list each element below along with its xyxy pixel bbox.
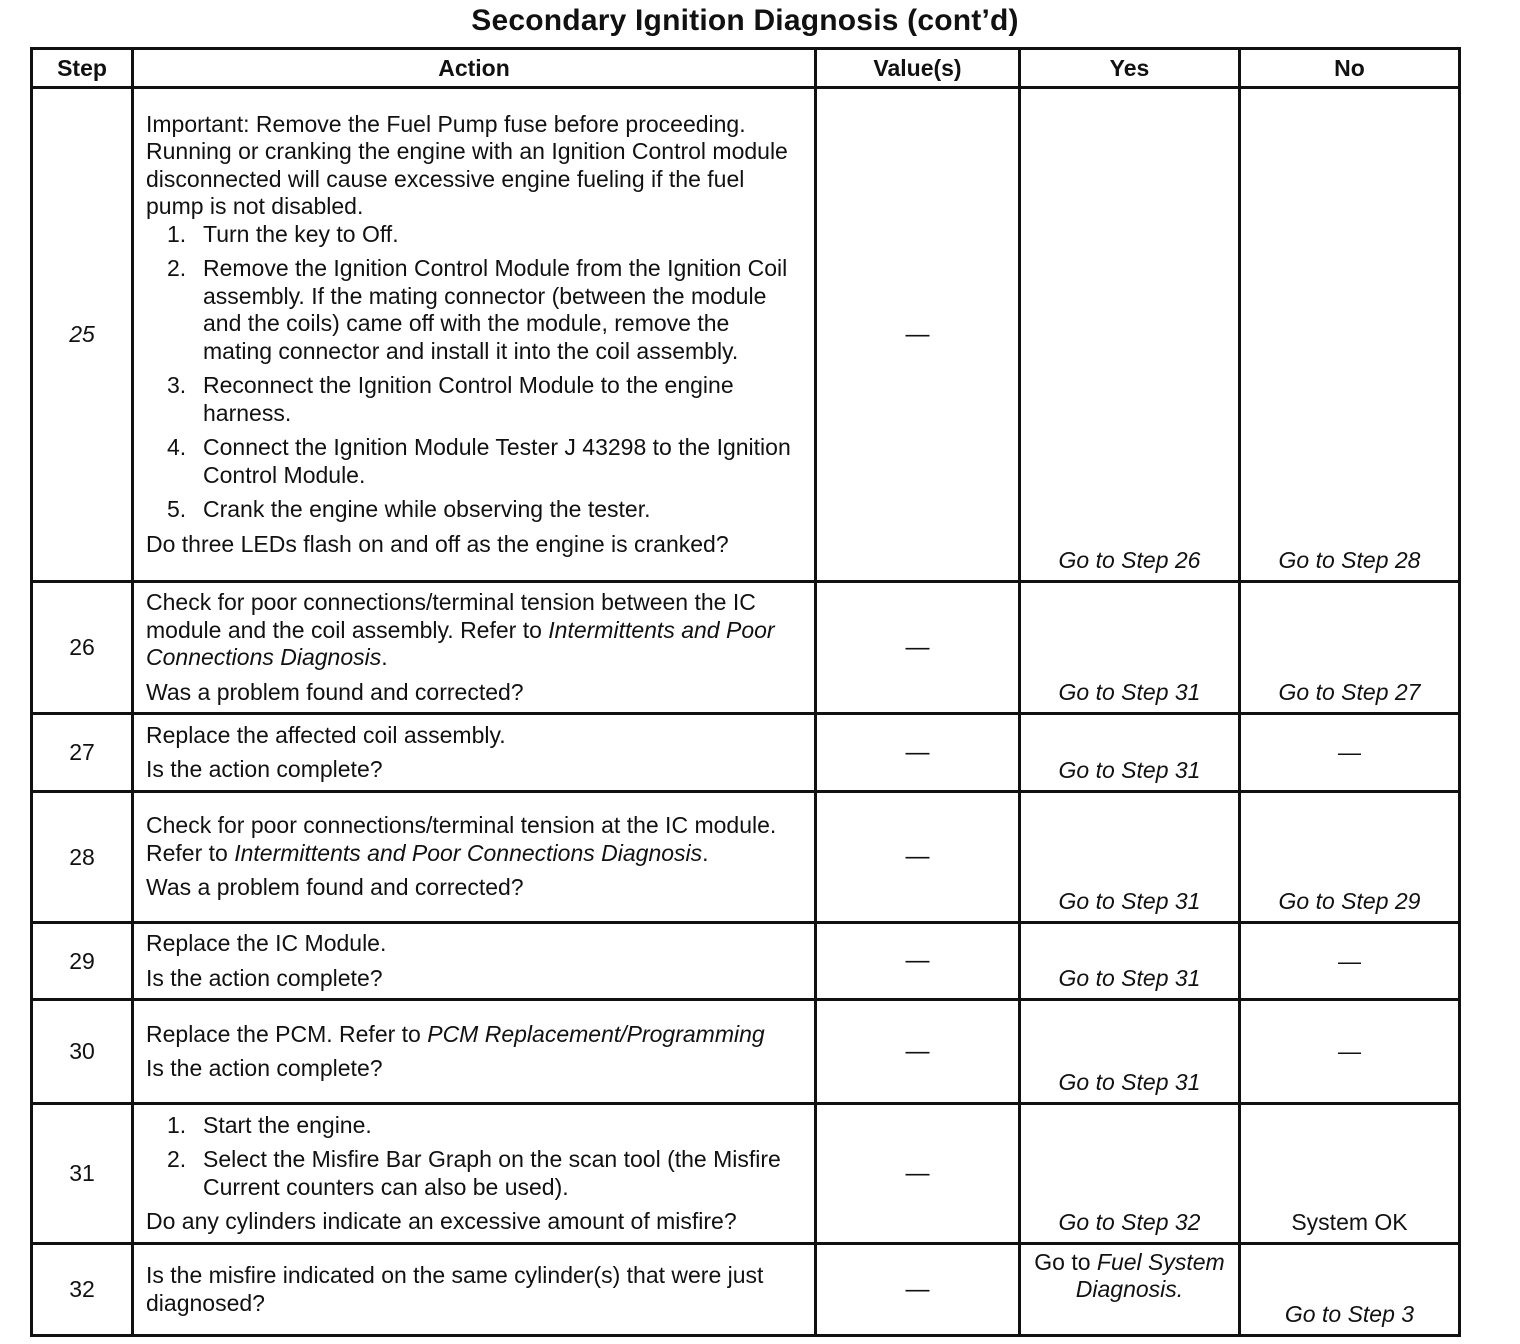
instruction-end: . bbox=[702, 839, 709, 866]
no-cell: Go to Step 3 bbox=[1240, 1244, 1460, 1336]
header-row bbox=[32, 49, 1460, 88]
list-text: Start the engine. bbox=[203, 1111, 372, 1138]
yes-cell: Go to Step 31 bbox=[1020, 792, 1240, 923]
instruction: Replace the affected coil assembly. bbox=[146, 721, 506, 748]
step-number: 25 bbox=[32, 88, 133, 582]
question: Was a problem found and corrected? bbox=[146, 678, 524, 705]
procedure-list bbox=[146, 1112, 802, 1202]
list-number: 2. bbox=[167, 255, 187, 282]
list-number: 2. bbox=[167, 1146, 187, 1172]
value-cell: — bbox=[816, 1000, 1020, 1104]
value-cell: — bbox=[816, 714, 1020, 792]
question: Do any cylinders indicate an excessive amount of misfire? bbox=[146, 1208, 737, 1234]
question: Is the action complete? bbox=[146, 756, 383, 782]
list-item bbox=[146, 434, 802, 489]
no-cell: System OK bbox=[1240, 1104, 1460, 1244]
reference-link[interactable]: Intermittents and Poor Connections Diagnosis bbox=[234, 839, 703, 866]
diagnosis-table bbox=[30, 47, 1461, 1337]
list-item bbox=[146, 255, 802, 365]
action-cell bbox=[133, 714, 816, 792]
question: Was a problem found and corrected? bbox=[146, 874, 524, 901]
yes-cell: Go to Step 31 bbox=[1020, 714, 1240, 792]
yes-cell: Go to Step 31 bbox=[1020, 1000, 1240, 1104]
question: Is the action complete? bbox=[146, 964, 383, 991]
table-row bbox=[32, 714, 1460, 792]
table-row bbox=[32, 792, 1460, 923]
list-number: 5. bbox=[167, 496, 187, 523]
list-item bbox=[146, 496, 802, 524]
list-text: Reconnect the Ignition Control Module to the engine harness. bbox=[203, 372, 734, 426]
no-cell: Go to Step 28 bbox=[1240, 88, 1460, 582]
list-number: 3. bbox=[167, 372, 187, 399]
action-cell bbox=[133, 1104, 816, 1244]
table-row bbox=[32, 88, 1460, 582]
list-item bbox=[146, 372, 802, 427]
instruction-text: Check for poor connections/terminal tension between the IC module and the coil assembly. Refer to bbox=[146, 589, 756, 643]
yes-prefix: Go to bbox=[1034, 1249, 1097, 1275]
list-text: Turn the key to Off. bbox=[203, 220, 399, 247]
procedure-list bbox=[146, 221, 802, 524]
step-number: 26 bbox=[32, 582, 133, 714]
question: Do three LEDs flash on and off as the engine is cranked? bbox=[146, 530, 729, 557]
table-row bbox=[32, 1104, 1460, 1244]
list-item bbox=[146, 1112, 802, 1140]
question: Is the action complete? bbox=[146, 1055, 383, 1081]
value-cell: — bbox=[816, 582, 1020, 714]
action-cell bbox=[133, 1244, 816, 1336]
header-values: Value(s) bbox=[816, 49, 1020, 88]
instruction bbox=[146, 1021, 802, 1049]
header-action: Action bbox=[133, 49, 816, 88]
step-number: 29 bbox=[32, 923, 133, 1000]
list-item bbox=[146, 1146, 802, 1201]
list-text: Crank the engine while observing the tester. bbox=[203, 496, 651, 523]
header-no: No bbox=[1240, 49, 1460, 88]
list-text: Select the Misfire Bar Graph on the scan tool (the Misfire Current counters can also be used). bbox=[203, 1146, 781, 1200]
important-note: Important: Remove the Fuel Pump fuse before proceeding. Running or cranking the engine with an Ignition Control module disconnected will cause excessive engine fueling if the fuel pump is not disabled. bbox=[146, 110, 788, 220]
question: Is the misfire indicated on the same cylinder(s) that were just diagnosed? bbox=[146, 1262, 764, 1316]
value-cell: — bbox=[816, 923, 1020, 1000]
step-number: 28 bbox=[32, 792, 133, 923]
no-cell: — bbox=[1240, 1000, 1460, 1104]
list-text: Remove the Ignition Control Module from the Ignition Coil assembly. If the mating connector (between the module and the coils) came off with the module, remove the mating connector and install it into the coil assembly. bbox=[203, 255, 788, 364]
table-row bbox=[32, 1000, 1460, 1104]
action-cell bbox=[133, 923, 816, 1000]
yes-cell: Go to Step 32 bbox=[1020, 1104, 1240, 1244]
value-cell: — bbox=[816, 792, 1020, 923]
instruction-text: Check for poor connections/terminal tension at the IC module. Refer to bbox=[146, 812, 777, 866]
instruction bbox=[146, 812, 802, 867]
step-number: 32 bbox=[32, 1244, 133, 1336]
no-cell: Go to Step 29 bbox=[1240, 792, 1460, 923]
table-row bbox=[32, 1244, 1460, 1336]
no-cell: — bbox=[1240, 923, 1460, 1000]
yes-cell bbox=[1020, 1244, 1240, 1336]
yes-cell: Go to Step 31 bbox=[1020, 582, 1240, 714]
list-number: 1. bbox=[167, 220, 187, 247]
instruction: Replace the IC Module. bbox=[146, 930, 387, 956]
list-number: 4. bbox=[167, 434, 187, 461]
step-number: 30 bbox=[32, 1000, 133, 1104]
value-cell: — bbox=[816, 1244, 1020, 1336]
instruction bbox=[146, 589, 802, 672]
action-cell bbox=[133, 792, 816, 923]
no-cell: Go to Step 27 bbox=[1240, 582, 1460, 714]
step-number: 31 bbox=[32, 1104, 133, 1244]
value-cell: — bbox=[816, 88, 1020, 582]
reference-link[interactable]: PCM Replacement/Programming bbox=[427, 1020, 765, 1047]
header-step: Step bbox=[32, 49, 133, 88]
page-title: Secondary Ignition Diagnosis (cont’d) bbox=[471, 4, 1019, 37]
table-row bbox=[32, 582, 1460, 714]
reference-link[interactable]: Fuel System Diagnosis. bbox=[1075, 1249, 1225, 1302]
yes-cell: Go to Step 26 bbox=[1020, 88, 1240, 582]
reference-link[interactable]: Intermittents and Poor Connections Diagnosis bbox=[146, 616, 775, 670]
header-yes: Yes bbox=[1020, 49, 1240, 88]
action-cell bbox=[133, 88, 816, 582]
list-text: Connect the Ignition Module Tester J 43298 to the Ignition Control Module. bbox=[203, 434, 791, 488]
step-number: 27 bbox=[32, 714, 133, 792]
list-item bbox=[146, 221, 802, 249]
value-cell: — bbox=[816, 1104, 1020, 1244]
list-number: 1. bbox=[167, 1111, 187, 1138]
table-row bbox=[32, 923, 1460, 1000]
instruction-end: . bbox=[381, 644, 388, 670]
no-cell: — bbox=[1240, 714, 1460, 792]
action-cell bbox=[133, 1000, 816, 1104]
yes-cell: Go to Step 31 bbox=[1020, 923, 1240, 1000]
instruction-text: Replace the PCM. Refer to bbox=[146, 1020, 428, 1047]
action-cell bbox=[133, 582, 816, 714]
